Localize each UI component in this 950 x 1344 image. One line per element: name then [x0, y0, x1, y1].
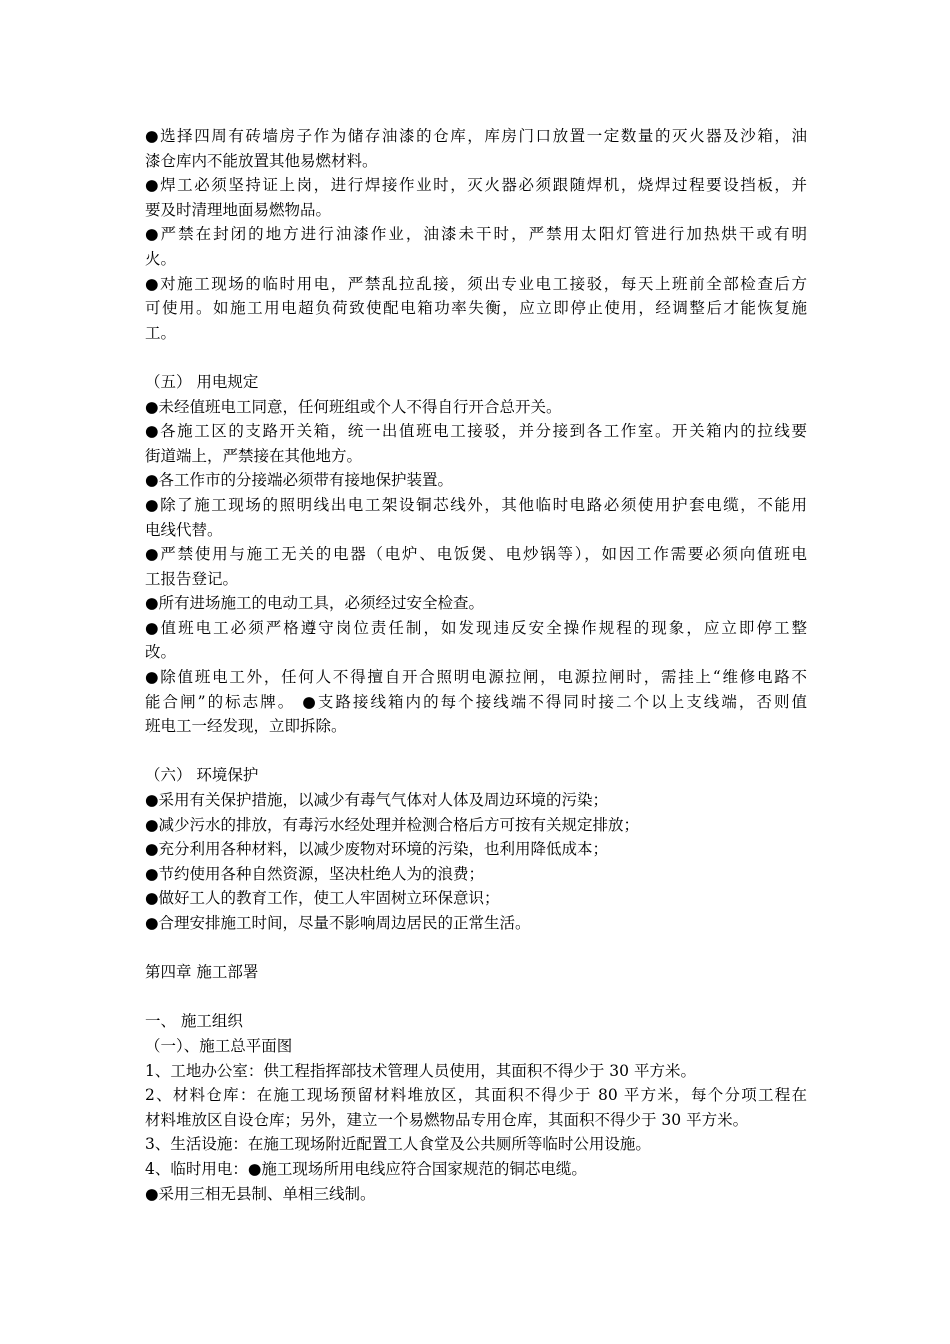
text-line: ●做好工人的教育工作，使工人牢固树立环保意识； [145, 889, 500, 908]
text-line: 火。 [145, 249, 177, 268]
text-line: 2、材料仓库：在施工现场预留材料堆放区，其面积不得少于 80 平方米，每个分项工程在 [145, 1086, 807, 1105]
text-line: 1、工地办公室：供工程指挥部技术管理人员使用，其面积不得少于 30 平方米。 [145, 1061, 696, 1080]
text-line: （五） 用电规定 [145, 372, 259, 391]
text-line: 工报告登记。 [145, 569, 239, 588]
text-line: ●除了施工现场的照明线出电工架设铜芯线外，其他临时电路必须使用护套电缆，不能用 [145, 495, 807, 514]
document-page [145, 124, 807, 1206]
text-line: ●对施工现场的临时用电，严禁乱拉乱接，须出专业电工接驳，每天上班前全部检查后方 [145, 274, 807, 293]
text-line: （六） 环境保护 [145, 766, 259, 785]
text-line: ●严禁使用与施工无关的电器（电炉、电饭煲、电炒锅等），如因工作需要必须向值班电 [145, 545, 807, 564]
text-line: 4、临时用电：●施工现场所用电线应符合国家规范的铜芯电缆。 [145, 1159, 587, 1178]
text-line: ●除值班电工外，任何人不得擅自开合照明电源拉闸，电源拉闸时，需挂上“维修电路不 [145, 668, 807, 687]
blank-line [145, 345, 807, 370]
text-line: ●采用有关保护措施，以减少有毒气气体对人体及周边环境的污染； [145, 791, 609, 810]
text-line: 工。 [145, 323, 177, 342]
text-line: ●所有进场施工的电动工具，必须经过安全检查。 [145, 594, 485, 613]
text-line: ●采用三相无县制、单相三线制。 [145, 1184, 376, 1203]
text-line: ●严禁在封闭的地方进行油漆作业，油漆未干时，严禁用太阳灯管进行加热烘干或有明 [145, 225, 807, 244]
text-line: 改。 [145, 643, 177, 662]
text-line: ●焊工必须坚持证上岗，进行焊接作业时，灭火器必须跟随焊机，烧焊过程要设挡板，并 [145, 176, 807, 195]
text-line: 材料堆放区自设仓库；另外，建立一个易燃物品专用仓库，其面积不得少于 30 平方米。 [145, 1110, 749, 1129]
text-line: ●节约使用各种自然资源，坚决杜绝人为的浪费； [145, 864, 485, 883]
text-line: 一、 施工组织 [145, 1012, 243, 1031]
text-line: ●减少污水的排放，有毒污水经处理并检测合格后方可按有关规定排放； [145, 815, 640, 834]
text-line: 街道端上，严禁接在其他地方。 [145, 446, 363, 465]
blank-line [145, 985, 807, 1010]
text-line: ●值班电工必须严格遵守岗位责任制，如发现违反安全操作规程的现象，应立即停工整 [145, 618, 807, 637]
text-line: （一）、施工总平面图 [145, 1036, 293, 1055]
text-line: ●各工作市的分接端必须带有接地保护装置。 [145, 471, 454, 490]
text-line: ●合理安排施工时间，尽量不影响周边居民的正常生活。 [145, 914, 531, 932]
text-line: 电线代替。 [145, 520, 223, 539]
text-line: ●充分利用各种材料，以减少废物对环境的污染，也利用降低成本； [145, 840, 609, 859]
text-line: ●选择四周有砖墙房子作为储存油漆的仓库，库房门口放置一定数量的灭火器及沙箱，油 [145, 127, 807, 145]
text-line: 班电工一经发现，立即拆除。 [145, 717, 347, 736]
text-line: 第四章 施工部署 [145, 963, 259, 982]
blank-line [145, 739, 807, 764]
text-line: 能合闸”的标志牌。 ●支路接线箱内的每个接线端不得同时接二个以上支线端，否则值 [145, 692, 807, 711]
text-line: ●各施工区的支路开关箱，统一出值班电工接驳，并分接到各工作室。开关箱内的拉线要 [145, 422, 807, 441]
blank-line [145, 936, 807, 961]
text-line: ●未经值班电工同意，任何班组或个人不得自行开合总开关。 [145, 397, 562, 416]
text-line: 要及时清理地面易燃物品。 [145, 200, 332, 219]
text-line: 漆仓库内不能放置其他易燃材料。 [145, 151, 378, 170]
text-line: 可使用。如施工用电超负荷致使配电箱功率失衡，应立即停止使用，经调整后才能恢复施 [145, 299, 807, 318]
text-line: 3、生活设施：在施工现场附近配置工人食堂及公共厕所等临时公用设施。 [145, 1135, 651, 1154]
